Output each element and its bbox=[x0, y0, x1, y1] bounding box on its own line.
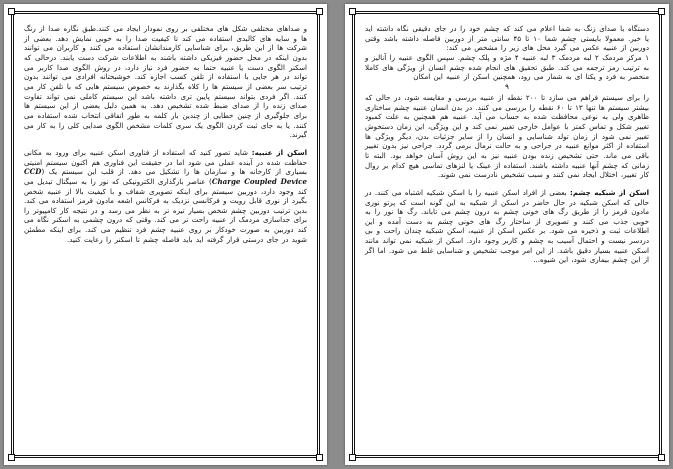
border-corner-ornament bbox=[658, 8, 665, 15]
border-corner-ornament bbox=[8, 8, 15, 15]
paragraph-gap bbox=[24, 140, 307, 148]
paragraph-gap bbox=[365, 180, 649, 188]
document-page-left bbox=[4, 4, 327, 465]
page-body bbox=[20, 24, 307, 447]
border-corner-ornament bbox=[316, 8, 323, 15]
ccd-term: CCD Charge Coupled Device bbox=[20, 167, 307, 186]
border-corner-ornament bbox=[8, 454, 15, 461]
border-corner-ornament bbox=[316, 454, 323, 461]
body-text: شاید تصور کنید که استفاده از فناوری اسکن عنبیه برای ورود به مکانی حفاظت شده در آینده عملی می شود اما در حقیقت این فناوری هم اکنون سیستم امنیتی بسیاری از کارخانه ها و سازمان ها را تشکیل می دهد. از قلب این سیستم یک bbox=[20, 147, 307, 177]
body-text: و صداهای مختلفی شکل های مختلفی بر روی نمودار ایجاد می کنند.طبق نگاره صدا از رنگ ها و سایه های کالبدی استفاده می کند تا کیفیت صدا را به خوبی نمایش دهد. بعضی از شرکت ها از این طریق، برای شناسایی کارمندانشان استفاده می کنند و کاربران می توانند بدون اینکه در محل حضور فیزیکی داشته باشند به اطلاعات شرکت دست یابند. درحالی که اسکنر الگوی دست یا عنبیه حتما به حضور فرد نیاز دارد، در روش الگوی صدا کاربر می تواند در هر جایی با استفاده از تلفن کسب اجازه کند. خوشبختانه افرادی می توانند بدون ترتیب سر بعضی از سیستم ها را کلاه بگذارند به خصوص سیستم هایی که با تلفن کار می کنند. اگر فردی بتواند سیستم پایین تری داشته باشد این سیستم کاملی نمی تواند تفاوت صدای زنده را از صدای ضبط شده تشخیص دهد. به همین دلیل بعضی از این سیستم ها برای جلوگیری از چنین خطایی از چندین بار کلمه به طور اتفاقی انتخاب شده استفاده می کنند. یا به جای ثبت کردن الگوی یک سری کلمات مشخص الگوی صدایی کلی را به کار می گیرند. bbox=[20, 24, 307, 140]
page-border-frame bbox=[352, 11, 662, 458]
document-page-right bbox=[345, 4, 669, 465]
border-corner-ornament bbox=[349, 454, 356, 461]
page-number: ۹ bbox=[505, 82, 509, 91]
retina-section bbox=[361, 187, 649, 265]
page-body bbox=[361, 24, 649, 447]
body-text: دستگاه با صدای زنگ به شما اعلام می کند که چشم خود را در جای دقیقی نگاه داشته اید یا خیر. معمولا بایستی چشم شما ۱۰ تا ۴۵ سانتی متر از دوربین فاصله داشته باشد وقتی دوربین از عنبیه عکس می گیرد محل های زیر را مشخص می کند: ۱ مرکز مردمک ۲ لبه مردمک ۳ لبه عنبیه ۴ مژه و پلک چشم. سپس الگوی عنبیه را آنالیز و به ترتیب رمز ترجمه می کند. طبق تحقیق های انجام شده چشم انسان از ویژگی های کاملا منحصر به فرد و یکتا ای به شمار می رود، همچنین اسکن از عنبیه این امکان bbox=[365, 24, 649, 82]
border-corner-ornament bbox=[349, 8, 356, 15]
section-heading-retina: اسکن از شبکیه چشم: bbox=[570, 187, 649, 197]
border-corner-ornament bbox=[658, 454, 665, 461]
page-border-frame bbox=[11, 11, 320, 458]
body-text: عناصر بارگذاری الکترونیکی که نور را به سیگنال تبدیل می کند وجود دارد، دوربین سیستم برای اینکه تصویری شفاف و با کیفیت بالا از عنبیه شخص بگیرد از نوری قابل رویت و فرکانسی نزدیک به فرکانس اشعه مادون قرمز استفاده می کند. بدین ترتیب دوربین چشم شخص بسیار تیره تر به نظر می رسد و در نتیجه کار کامپیوتر را برای جداسازی مردمک از عنبیه راحت تر می کند. وقتی که درون چشمی به اسکنر نگاه می کند دوربین به صورت خودکار بر روی عنبیه چشم فرد تنظیم می کند. برای اینکه مطمئن شوید در جای درستی قرار گرفته اید باید فاصله چشم تا اسکنر را رعایت کنید. bbox=[20, 176, 307, 244]
iris-section: اسکن از عنبیه: شاید تصور کنید که استفاده از فناوری اسکن عنبیه برای ورود به مکانی حفاظت شده در آینده عملی می شود اما در حقیقت این فناوری هم اکنون سیستم امنیتی بسیاری از کارخانه ها و سازمان ها را تشکیل می دهد. از قلب این سیستم یک (CCD Charge Coupled Device) عناصر بارگذاری الکترونیکی که نور را به سیگنال تبدیل می کند وجود دارد، دوربین سیستم برای اینکه تصویری شفاف و با کیفیت بالا از عنبیه شخص بگیرد از نوری قابل رویت و فرکانسی نزدیک به فرکانس اشعه مادون قرمز استفاده می کند. بدین ترتیب دوربین چشم شخص بسیار تیره تر به نظر می رسد و در نتیجه کار کامپیوتر را برای جداسازی مردمک از عنبیه راحت تر می کند. وقتی که درون چشمی به اسکنر نگاه می کند دوربین به صورت خودکار بر روی عنبیه چشم فرد تنظیم می کند. برای اینکه مطمئن شوید در جای درستی قرار گرفته اید باید فاصله چشم تا اسکنر را رعایت کنید. bbox=[20, 147, 307, 244]
section-heading-iris: اسکن از عنبیه: bbox=[251, 147, 307, 157]
body-text: بعضی از افراد اسکن عنبیه را با اسکن شبکیه اشتباه می کنند. در حالی که اسکن شبکیه در حال حاضر در اسکن از شبکیه به این گونه است که پرتو نوری مادون قرمز را از طریق رگ های خونی چشم به درون چشم می تاباند. رگ ها نور را به خوبی جذب می کنند و تصویری از ساختار رگ های خونی چشم به دست آمده و این اطلاعات ثبت و ذخیره می شود. بر عکس اسکن از عنبیه، اسکن شبکیه چندان راحت و بی دردسر نیست و احتمال آسیب به چشم و کاربر وجود دارد. اسکن از شبکیه نمی تواند مانند اسکن عنبیه بسیار دقیق باشد. از این امر موجب تشخیص و شناسایی غلط می شود. اما اگر از این چشم بیماری شود، این شیوه... bbox=[361, 187, 649, 265]
body-text: را برای سیستم فراهم می سازد تا ۲۰۰ نقطه از عنبیه بررسی و مقایسه شود، در حالی که بیشتر سیستم ها تنها ۱۳ تا ۶۰ نقطه را بررسی می کنند. در بدن انسان عنبیه چشم ساختاری ظاهری ولی به نوعی محافظت شده به حساب می آید. عنبیه هم همچنین به علت کمبود تغییر شکل و تماس کمتر با عوامل خارجی تغییر نمی کند و این ویژگی، این زمان دستخوش تغییر نمی شود از زمان تولد شناسایی و انسان را از سایر جزئیات بدن، دیگر ویژگی ها استفاده از اکثر موانع عنبیه در جراحی و به حالت نرمال برمی گردد. جراحی نیز بدون تغییر باقی می ماند. حتی تشخیص زنده بودن عنبیه نیز به این روش آسان خواهد بود. البته تا زمانی که چشم آنها عنبیه داشته باشند. استفاده از عینک یا لنزهای تماسی هیچ کدام بر روال کار تغییر، اختلال ایجاد نمی کنند و سبب تشخیص نادرست نمی شوند. bbox=[361, 92, 649, 180]
